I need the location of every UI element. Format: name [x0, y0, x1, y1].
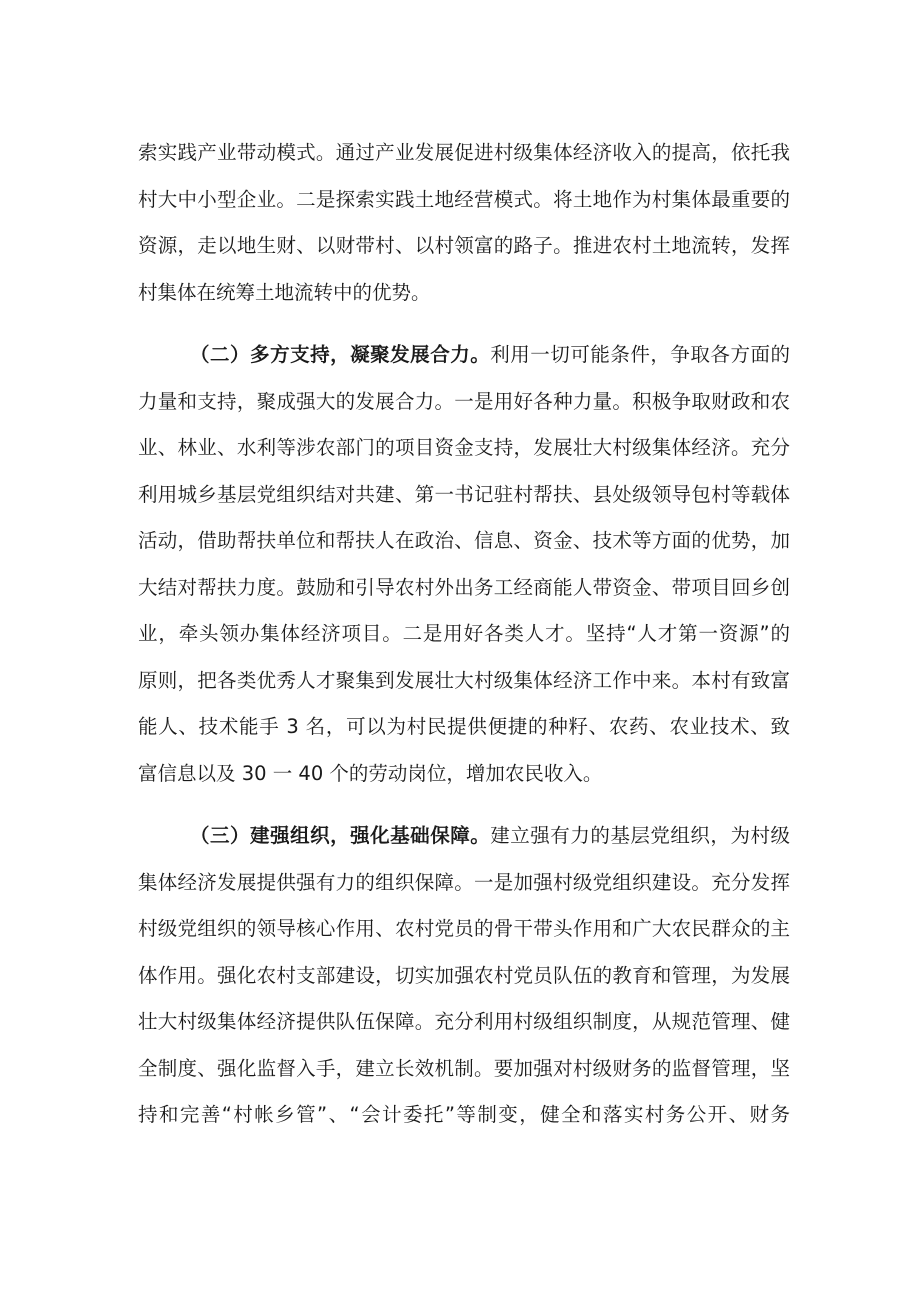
paragraph-1-line-4: 村集体在统筹土地流转中的优势。 [138, 281, 431, 304]
paragraph-2-line-2: 力量和支持，聚成强大的发展合力。一是用好各种力量。积极争取财政和农 [138, 390, 790, 413]
section-heading-3: （三）建强组织，强化基础保障。 [190, 824, 491, 847]
paragraph-2-line-3: 业、林业、水利等涉农部门的项目资金支持，发展壮大村级集体经济。充分 [138, 436, 790, 459]
paragraph-2-line-9: 能人、技术能手 3 名，可以为村民提供便捷的种籽、农药、农业技术、致 [138, 715, 790, 738]
paragraph-1-line-1: 索实践产业带动模式。通过产业发展促进村级集体经济收入的提高，依托我 [138, 141, 790, 164]
paragraph-1-line-2: 村大中小型企业。二是探索实践土地经营模式。将土地作为村集体最重要的 [138, 188, 790, 211]
paragraph-3-line-4: 体作用。强化农村支部建设，切实加强农村党员队伍的教育和管理，为发展 [138, 964, 790, 987]
paragraph-3-line-5: 壮大村级集体经济提供队伍保障。充分利用村级组织制度，从规范管理、健 [138, 1010, 790, 1033]
paragraph-3-line-3: 村级党组织的领导核心作用、农村党员的骨干带头作用和广大农民群众的主 [138, 917, 790, 940]
paragraph-2-line-4: 利用城乡基层党组织结对共建、第一书记驻村帮扶、县处级领导包村等载体 [138, 483, 790, 506]
paragraph-2-line-10: 富信息以及 30 一 40 个的劳动岗位，增加农民收入。 [138, 762, 603, 785]
section-heading-2: （二）多方支持，凝聚发展合力。 [190, 343, 491, 366]
paragraph-3-first-line [190, 816, 790, 856]
paragraph-2-line-7: 业，牵头领办集体经济项目。二是用好各类人才。坚持“人才第一资源”的 [138, 622, 790, 645]
paragraph-2-line-5: 活动，借助帮扶单位和帮扶人在政治、信息、资金、技术等方面的优势，加 [138, 529, 790, 552]
paragraph-3-line-2: 集体经济发展提供强有力的组织保障。一是加强村级党组织建设。充分发挥 [138, 871, 790, 894]
paragraph-3-first-line-text: 建立强有力的基层党组织，为村级 [490, 824, 790, 847]
paragraph-2-line-6: 大结对帮扶力度。鼓励和引导农村外出务工经商能人带资金、带项目回乡创 [138, 576, 790, 599]
paragraph-2-first-line [190, 335, 790, 375]
paragraph-2-first-line-text: 利用一切可能条件，争取各方面的 [490, 343, 790, 366]
paragraph-3-line-6: 全制度、强化监督入手，建立长效机制。要加强对村级财务的监督管理，坚 [138, 1057, 790, 1080]
paragraph-1-line-3: 资源，走以地生财、以财带村、以村领富的路子。推进农村土地流转，发挥 [138, 234, 790, 257]
paragraph-2-line-8: 原则，把各类优秀人才聚集到发展壮大村级集体经济工作中来。本村有致富 [138, 669, 790, 692]
paragraph-3-line-7: 持和完善“村帐乡管”、“会计委托”等制变，健全和落实村务公开、财务 [138, 1103, 790, 1126]
